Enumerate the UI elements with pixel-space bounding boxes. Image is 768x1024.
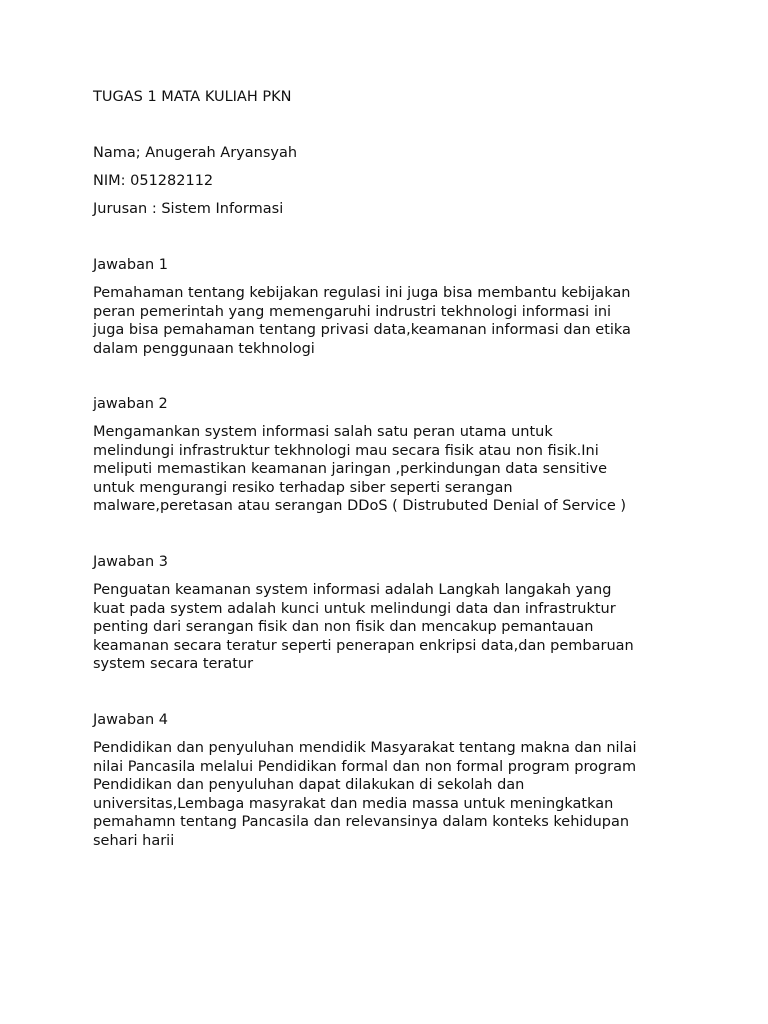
- answer-1-heading: Jawaban 1: [93, 257, 169, 273]
- student-name: Nama; Anugerah Aryansyah: [93, 145, 298, 161]
- document-title: TUGAS 1 MATA KULIAH PKN: [93, 89, 292, 105]
- answer-1-body: Pemahaman tentang kebijakan regulasi ini juga bisa membantu kebijakan peran pemerintah yang memengaruhi indrustri tekhnologi informasi ini juga bisa pemahaman tentang privasi data,keamanan informasi dan etika dalam penggunaan tekhnologi: [93, 285, 631, 357]
- answer-2-heading: jawaban 2: [93, 396, 168, 412]
- answer-2-body: Mengamankan system informasi salah satu peran utama untuk melindungi infrastruktur tekhnologi mau secara fisik atau non fisik.Ini meliputi memastikan keamanan jaringan ,perkindungan data sensitive untuk mengurangi resiko terhadap siber seperti serangan malware,peretasan atau serangan DDoS ( Distrubuted Denial of Service ): [93, 424, 627, 514]
- answer-3-body: Penguatan keamanan system informasi adalah Langkah langakah yang kuat pada system adalah kunci untuk melindungi data dan infrastruktur penting dari serangan fisik dan non fisik dan mencakup pemantauan keamanan secara teratur seperti penerapan enkripsi data,dan pembaruan system secara teratur: [93, 582, 634, 672]
- answer-4-heading: Jawaban 4: [93, 712, 169, 728]
- student-major: Jurusan : Sistem Informasi: [93, 201, 284, 217]
- answer-4-body: Pendidikan dan penyuluhan mendidik Masyarakat tentang makna dan nilai nilai Pancasila melalui Pendidikan formal dan non formal program program Pendidikan dan penyuluhan dapat dilakukan di sekolah dan universitas,Lembaga masyrakat dan media massa untuk meningkatkan pemahamn tentang Pancasila dan relevansinya dalam konteks kehidupan sehari harii: [93, 740, 637, 849]
- answer-3-heading: Jawaban 3: [93, 554, 169, 570]
- student-nim: NIM: 051282112: [93, 173, 214, 189]
